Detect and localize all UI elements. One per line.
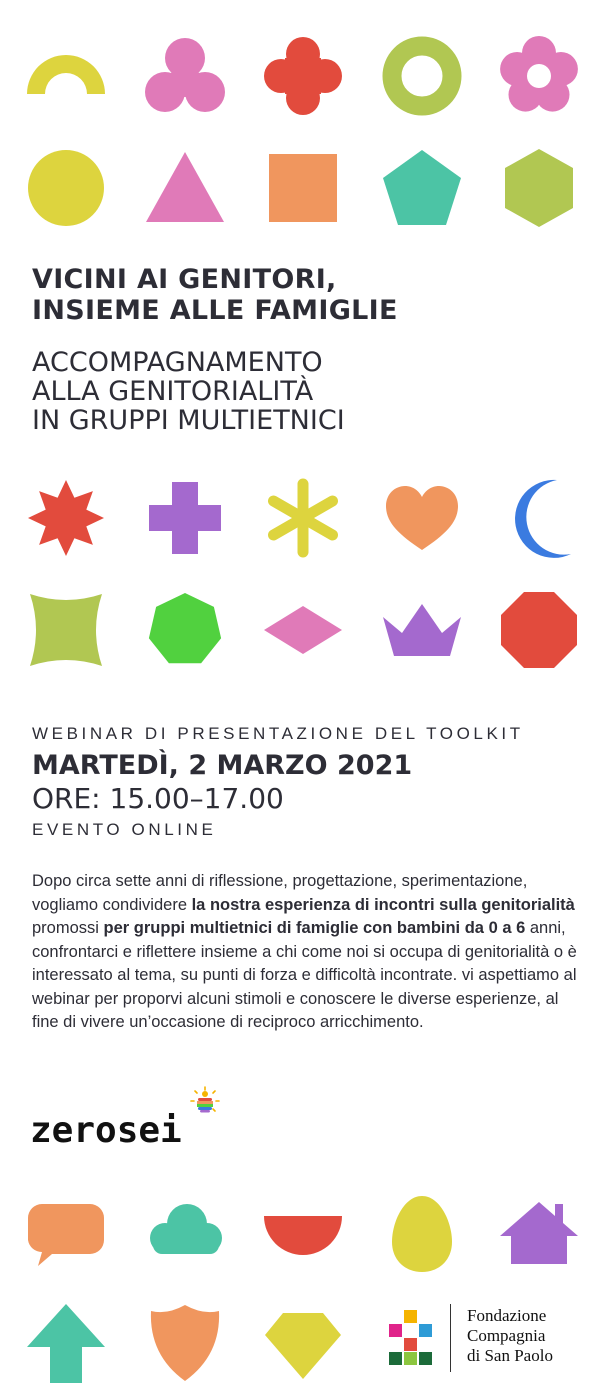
event-mode: EVENTO ONLINE	[32, 820, 217, 839]
title-line: VICINI AI GENITORI,	[32, 264, 337, 295]
fondazione-name	[467, 1306, 587, 1366]
cross-icon	[145, 478, 225, 558]
cloud-icon	[145, 1194, 225, 1274]
heart-icon	[382, 478, 462, 558]
event-time: ORE: 15.00–17.00	[32, 782, 284, 815]
circle-icon	[26, 148, 106, 228]
arrow-up-icon	[26, 1303, 106, 1383]
square-icon	[263, 148, 343, 228]
heptagon-icon	[145, 590, 225, 670]
sun-icon	[190, 1086, 220, 1116]
zerosei-wordmark: zerosei	[30, 1110, 182, 1151]
subtitle-line: ALLA GENITORIALITÀ	[32, 376, 314, 407]
description-bold: per gruppi multietnici di famiglie con bambini da 0 a 6	[103, 919, 526, 937]
trefoil-icon	[145, 36, 225, 116]
speech-bubble-icon	[26, 1194, 106, 1274]
event-kicker: WEBINAR DI PRESENTAZIONE DEL TOOLKIT	[32, 724, 524, 743]
page-title	[32, 264, 398, 326]
zerosei-logo	[30, 1086, 230, 1152]
description-text: promossi	[32, 919, 104, 937]
description-text: anni, confrontarci e riflettere insieme a chi come noi si occupa di genitorialità o è interessato al tema, su punti di forza e difficoltà incontrate. vi aspettiamo al webinar per proporvi alcuni stimoli e conoscere le diverse esperienze, al fine di vivere un’occasione di reciproco arricchimento.	[32, 919, 577, 1031]
fondazione-logo	[388, 1304, 588, 1372]
description-text: Dopo circa sette anni di riflessione, progettazione, sperimentazione, vogliamo condividere	[32, 872, 528, 914]
triangle-icon	[145, 148, 225, 228]
fondazione-name-line: Fondazione	[467, 1306, 547, 1325]
diamond-icon	[263, 1303, 343, 1383]
semicircle-icon	[263, 1194, 343, 1274]
curved-square-icon	[26, 590, 106, 670]
event-description	[32, 870, 577, 1035]
page-subtitle	[32, 348, 345, 435]
fondazione-name-line: Compagnia	[467, 1326, 546, 1345]
fondazione-name-line: di San Paolo	[467, 1346, 553, 1365]
star-icon	[26, 478, 106, 558]
house-icon	[499, 1194, 579, 1274]
pentagon-icon	[382, 148, 462, 228]
subtitle-line: IN GRUPPI MULTIETNICI	[32, 405, 345, 436]
logo-divider	[450, 1304, 451, 1372]
fondazione-mark-icon	[388, 1310, 434, 1366]
flower-icon	[499, 36, 579, 116]
asterisk-icon	[263, 478, 343, 558]
egg-icon	[382, 1194, 462, 1274]
shield-icon	[145, 1303, 225, 1383]
quatrefoil-icon	[263, 36, 343, 116]
description-bold: la nostra esperienza di incontri sulla genitorialità	[191, 895, 575, 914]
crown-icon	[382, 590, 462, 670]
ring-icon	[382, 36, 462, 116]
title-line: INSIEME ALLE FAMIGLIE	[32, 295, 398, 326]
subtitle-line: ACCOMPAGNAMENTO	[32, 347, 323, 378]
rhombus-icon	[263, 590, 343, 670]
half-ring-icon	[26, 36, 106, 116]
event-date: MARTEDÌ, 2 MARZO 2021	[32, 750, 413, 781]
octagon-icon	[499, 590, 579, 670]
crescent-icon	[499, 478, 579, 558]
hexagon-icon	[499, 148, 579, 228]
